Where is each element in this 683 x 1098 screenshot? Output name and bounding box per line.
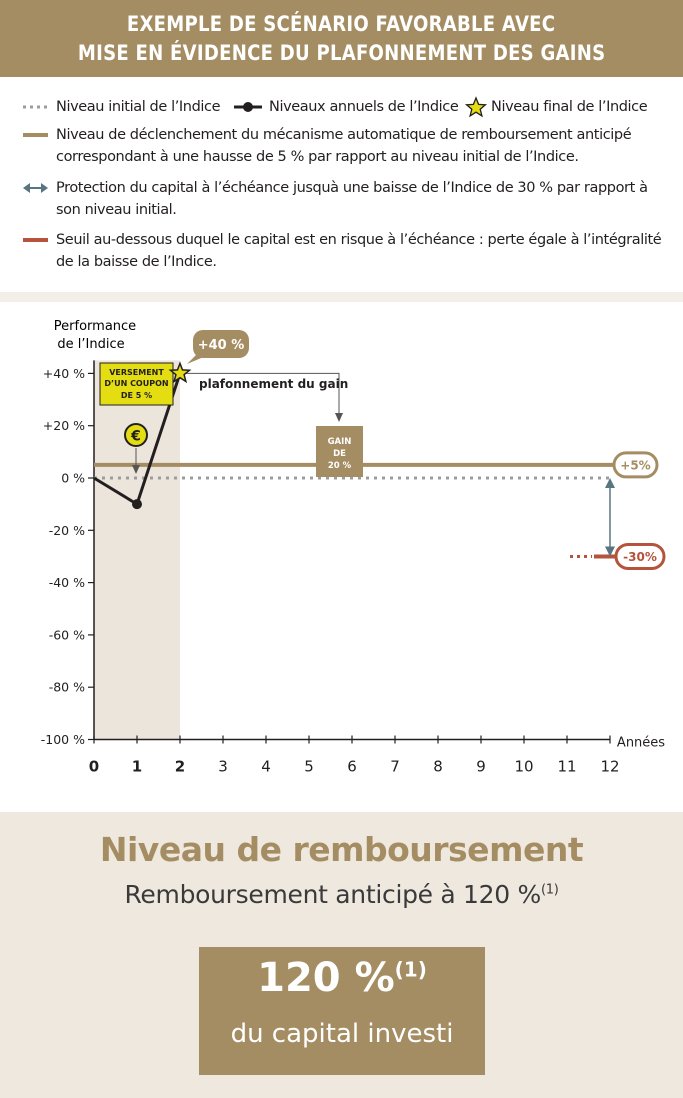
x-tick-label: 11 bbox=[557, 757, 577, 776]
gain-line2: DE bbox=[333, 449, 346, 459]
legend-trigger-line1: Niveau de déclenchement du mécanisme automatique de remboursement anticipé bbox=[56, 127, 632, 143]
y-tick-label: -40 % bbox=[48, 575, 85, 591]
x-tick-label: 12 bbox=[600, 757, 620, 776]
annual-level-point bbox=[132, 499, 142, 509]
legend-protection-arrow-icon bbox=[23, 183, 48, 193]
y-tick-label: 0 % bbox=[61, 470, 85, 486]
repayment-subtitle-note: (1) bbox=[540, 882, 559, 898]
repayment-caption: du capital investi bbox=[230, 1019, 454, 1049]
coupon-line2: D’UN COUPON bbox=[104, 379, 169, 388]
header-title-line1: EXEMPLE DE SCÉNARIO FAVORABLE AVEC bbox=[127, 11, 556, 36]
legend-annual-marker bbox=[234, 102, 262, 112]
y-axis-title-line1: Performance bbox=[53, 319, 137, 334]
x-tick-label: 3 bbox=[218, 757, 228, 776]
repayment-value bbox=[199, 955, 485, 1001]
chart-area bbox=[0, 302, 683, 812]
final-level-label: +40 % bbox=[197, 338, 245, 353]
x-tick-label: 6 bbox=[347, 757, 357, 776]
legend-risk-line2: de la baisse de l’Indice. bbox=[56, 254, 217, 270]
repayment-value-text: 120 % bbox=[257, 955, 395, 1001]
section-separator bbox=[0, 292, 683, 302]
legend-final-label: Niveau final de l’Indice bbox=[491, 99, 648, 115]
page-header bbox=[0, 0, 683, 77]
coupon-line1: VERSEMENT bbox=[109, 368, 164, 377]
legend bbox=[0, 77, 683, 292]
y-tick-label: +20 % bbox=[42, 418, 85, 434]
y-tick-label: +40 % bbox=[42, 365, 85, 381]
x-tick-label: 7 bbox=[390, 757, 400, 776]
legend-star-icon bbox=[467, 98, 486, 116]
euro-symbol: € bbox=[131, 428, 141, 445]
repayment-box bbox=[199, 947, 485, 1075]
x-tick-label: 1 bbox=[131, 757, 143, 776]
legend-initial-label: Niveau initial de l’Indice bbox=[56, 99, 221, 115]
x-tick-label: 10 bbox=[514, 757, 534, 776]
repayment-subtitle-text: Remboursement anticipé à 120 % bbox=[124, 880, 541, 909]
repayment-title: Niveau de remboursement bbox=[99, 830, 584, 869]
x-tick-label: 4 bbox=[261, 757, 271, 776]
x-axis-title: Années bbox=[616, 735, 666, 751]
legend-protection-line1: Protection du capital à l’échéance jusquà une baisse de l’Indice de 30 % par rapport à bbox=[56, 180, 648, 196]
repayment-subtitle bbox=[0, 880, 683, 909]
x-tick-label: 9 bbox=[476, 757, 486, 776]
coupon-line3: DE 5 % bbox=[120, 391, 153, 400]
repayment-value-note: (1) bbox=[394, 957, 427, 982]
y-tick-label: -100 % bbox=[40, 732, 85, 747]
legend-protection-line2: son niveau initial. bbox=[56, 202, 177, 218]
performance-chart bbox=[0, 302, 683, 812]
x-tick-label: 2 bbox=[174, 757, 186, 776]
x-tick-label: 5 bbox=[304, 757, 314, 776]
legend-trigger-line2: correspondant à une hausse de 5 % par rapport au niveau initial de l’Indice. bbox=[56, 149, 579, 165]
cap-connector-arrowhead bbox=[335, 413, 343, 422]
legend-risk-line1: Seuil au-dessous duquel le capital est en risque à l’échéance : perte égale à l’intégralité bbox=[56, 232, 662, 248]
risk-level-label: -30% bbox=[623, 549, 657, 564]
trigger-level-label: +5% bbox=[620, 458, 651, 473]
gain-line3: 20 % bbox=[327, 461, 352, 471]
y-tick-label: -80 % bbox=[48, 679, 85, 695]
y-axis-title-line2: de l’Indice bbox=[57, 337, 125, 352]
cap-annotation: plafonnement du gain bbox=[199, 377, 349, 391]
y-tick-label: -20 % bbox=[48, 522, 85, 538]
legend-annual-label: Niveaux annuels de l’Indice bbox=[269, 99, 459, 115]
header-title-line2: MISE EN ÉVIDENCE DU PLAFONNEMENT DES GAINS bbox=[77, 40, 606, 65]
x-tick-label: 0 bbox=[88, 757, 100, 776]
gain-line1: GAIN bbox=[327, 437, 352, 447]
y-tick-label: -60 % bbox=[48, 627, 85, 643]
x-tick-label: 8 bbox=[433, 757, 443, 776]
